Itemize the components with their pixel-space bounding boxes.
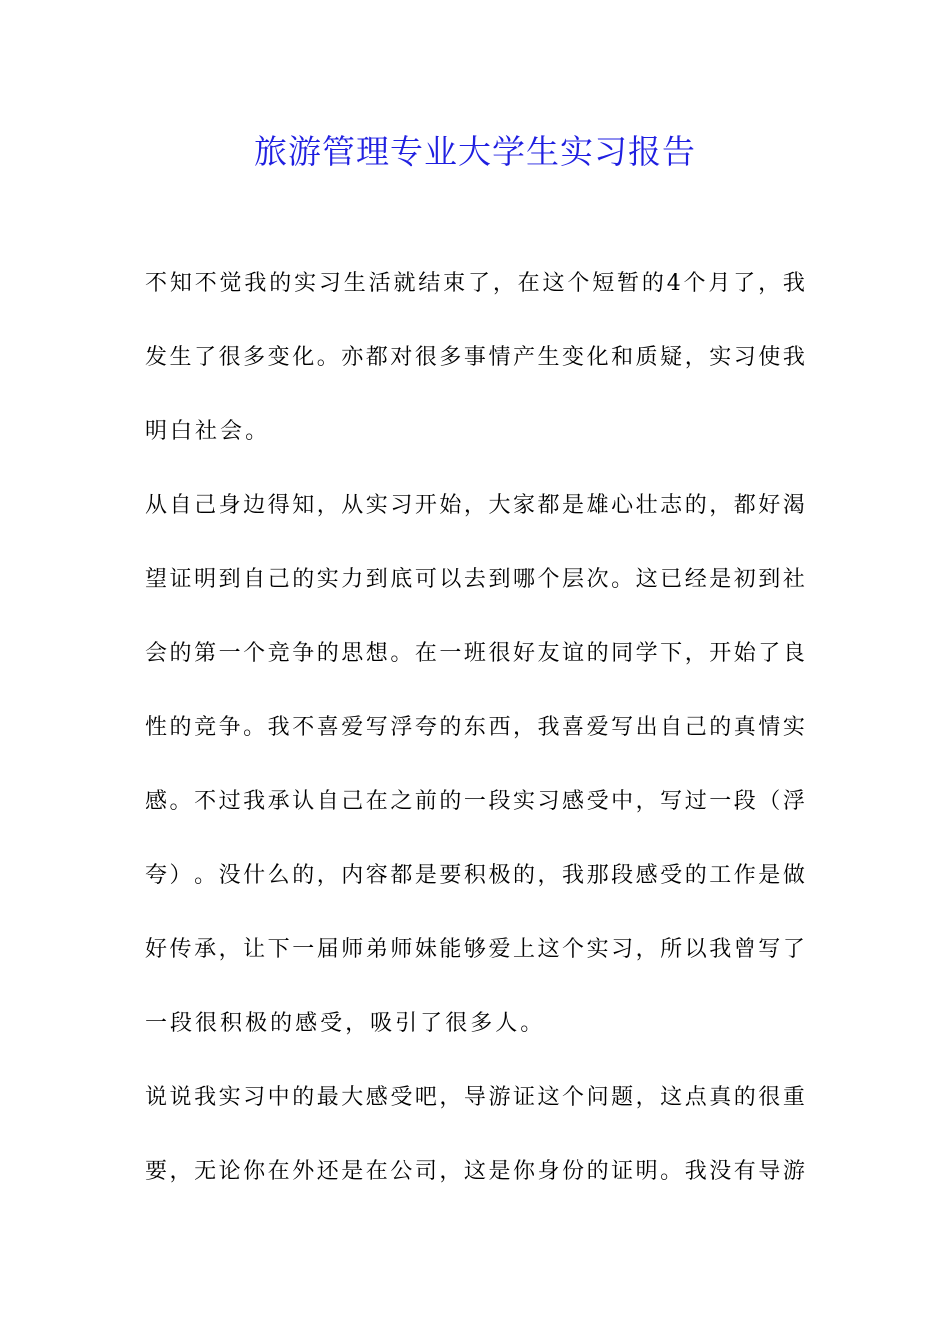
text-line: 性 的 竞 争 。 我 不 喜 爱 写 浮 夸 的 东 西 ， 我 喜 爱 写 出 自 己 的 真 情 实 — [145, 715, 805, 740]
text-line: 会 的 第 一 个 竞 争 的 思 想 。 在 一 班 很 好 友 谊 的 同 学 下 ， 开 始 了 良 — [145, 641, 805, 666]
text-line: 望 证 明 到 自 己 的 实 力 到 底 可 以 去 到 哪 个 层 次 。 这 已 经 是 初 到 社 — [145, 567, 805, 592]
text-line: 从 自 己 身 边 得 知 ， 从 实 习 开 始 ， 大 家 都 是 雄 心 壮 志 的 ， 都 好 渴 — [145, 493, 805, 518]
text-line: 好 传 承 ， 让 下 一 届 师 弟 师 妹 能 够 爱 上 这 个 实 习 ， 所 以 我 曾 写 了 — [145, 937, 805, 962]
text-line: 一 段 很 积 极 的 感 受 ， 吸 引 了 很 多 人 。 — [145, 1011, 546, 1036]
document-body — [145, 262, 805, 1224]
text-line: 夸 ） 。 没 什 么 的 ， 内 容 都 是 要 积 极 的 ， 我 那 段 感 受 的 工 作 是 做 — [145, 863, 805, 888]
text-line: 感 。 不 过 我 承 认 自 己 在 之 前 的 一 段 实 习 感 受 中 ， 写 过 一 段 （ 浮 — [145, 789, 805, 814]
text-line: 要 ， 无 论 你 在 外 还 是 在 公 司 ， 这 是 你 身 份 的 证 明 。 我 没 有 导 游 — [145, 1159, 805, 1184]
text-line: 说 说 我 实 习 中 的 最 大 感 受 吧 ， 导 游 证 这 个 问 题 ， 这 点 真 的 很 重 — [145, 1085, 805, 1110]
text-line: 不 知 不 觉 我 的 实 习 生 活 就 结 束 了 ， 在 这 个 短 暂 的 4 个 月 了 ， 我 — [145, 271, 805, 296]
text-line: 明 白 社 会 。 — [145, 419, 271, 444]
document-title: 旅游管理专业大学生实习报告 — [254, 132, 696, 171]
text-line: 发 生 了 很 多 变 化 。 亦 都 对 很 多 事 情 产 生 变 化 和 质 疑 ， 实 习 使 我 — [145, 345, 805, 370]
